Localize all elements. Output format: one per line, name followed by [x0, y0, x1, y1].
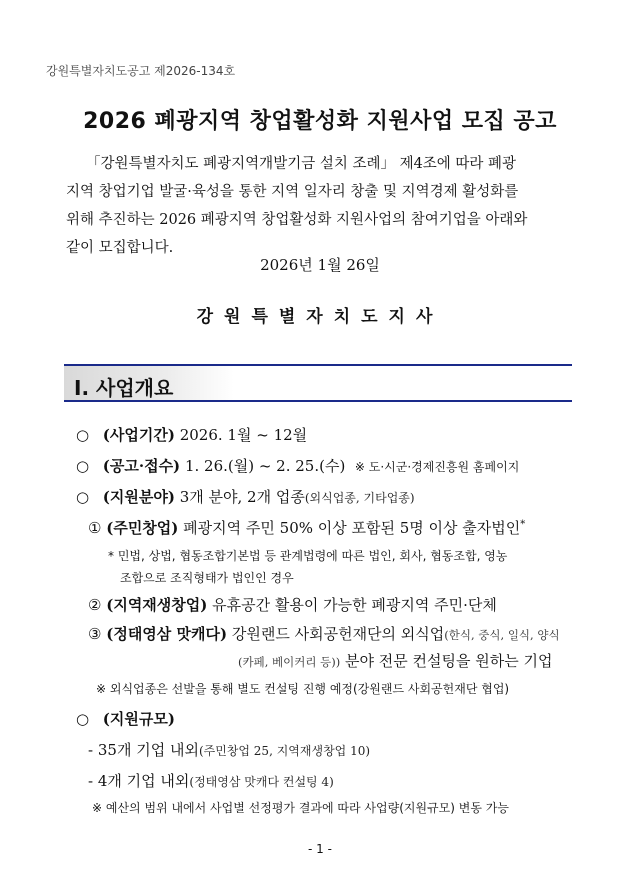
footnote-mark: *: [520, 519, 526, 530]
item-recruit: [76, 455, 519, 476]
field-note: 조합으로 조직형태가 법인인 경우: [120, 571, 294, 585]
page-number: - 1 -: [308, 842, 332, 856]
section-header: [64, 364, 572, 402]
item-scale: [76, 708, 175, 729]
field-paren: (한식, 중식, 일식, 양식: [444, 628, 560, 642]
field-regeneration: [88, 594, 497, 615]
field-text: 폐광지역 주민 50% 이상 포함된 5명 이상 출자법인: [183, 519, 521, 537]
item-paren: (외식업종, 기타업종): [304, 491, 415, 505]
dash: -: [88, 741, 94, 759]
bullet-circle: ○: [76, 457, 90, 475]
field-text: 분야 전문 컨설팅을 원하는 기업: [344, 652, 553, 670]
item-label: (사업기간): [102, 426, 175, 444]
scale-line: [88, 739, 370, 760]
item-fields: [76, 486, 415, 507]
dash: -: [88, 772, 94, 790]
bullet-circle: ○: [76, 426, 90, 444]
circled-number: ①: [88, 519, 102, 537]
bullet-circle: ○: [76, 488, 90, 506]
item-label: (지원분야): [102, 488, 175, 506]
field-resident: [88, 517, 525, 538]
field-paren: (카페, 베이커리 등)): [238, 655, 341, 669]
page-title: 2026 폐광지역 창업활성화 지원사업 모집 공고: [83, 109, 557, 134]
item-text: 3개 분야, 2개 업종: [179, 488, 305, 506]
scale-line: [88, 770, 334, 791]
section-title: Ⅰ. 사업개요: [74, 376, 174, 400]
intro-line: 지역 창업기업 발굴·육성을 통한 지역 일자리 창출 및 지역경제 활성화를: [66, 184, 519, 200]
intro-line: 위해 추진하는 2026 폐광지역 창업활성화 지원사업의 참여기업을 아래와: [66, 212, 528, 228]
circled-number: ②: [88, 596, 102, 614]
field-text: 유휴공간 활용이 가능한 폐광지역 주민·단체: [212, 596, 497, 614]
bullet-circle: ○: [76, 710, 90, 728]
scale-paren: (주민창업 25, 지역재생창업 10): [198, 744, 371, 758]
field-label: (정태영삼 맛캐다): [106, 625, 228, 643]
field-label: (주민창업): [106, 519, 179, 537]
publish-date: 2026년 1월 26일: [260, 256, 380, 274]
field-food-consulting-cont: [238, 650, 552, 671]
field-label: (지역재생창업): [106, 596, 208, 614]
item-period: [76, 424, 307, 445]
scale-paren: (정태영삼 맛캐다 컨설팅 4): [189, 775, 334, 789]
item-label: (지원규모): [102, 710, 175, 728]
circled-number: ③: [88, 625, 102, 643]
budget-note: ※ 예산의 범위 내에서 사업별 선정평가 결과에 따라 사업량(지원규모) 변동 가능: [92, 801, 509, 815]
issuer: 강원특별자치도지사: [196, 307, 444, 327]
field-note: * 민법, 상법, 협동조합기본법 등 관계법령에 따른 법인, 회사, 협동조합, 영농: [108, 549, 508, 563]
recruit-note: ※ 도·시군·경제진흥원 홈페이지: [354, 460, 520, 474]
scale-text: 4개 기업 내외: [97, 772, 190, 790]
item-text: 2026. 1월 ~ 12월: [179, 426, 308, 444]
field-food-consulting: [88, 623, 560, 644]
food-note: ※ 외식업종은 선발을 통해 별도 컨설팅 진행 예정(강원랜드 사회공헌재단 협업): [96, 682, 510, 696]
intro-line: 「강원특별자치도 폐광지역개발기금 설치 조례」 제4조에 따라 폐광: [86, 156, 517, 172]
intro-paragraph: [66, 150, 576, 262]
item-text: 1. 26.(월) ~ 2. 25.(수): [184, 457, 346, 475]
intro-line: 같이 모집합니다.: [66, 240, 174, 256]
item-label: (공고·접수): [102, 457, 181, 475]
notice-number: 강원특별자치도공고 제2026-134호: [46, 64, 236, 78]
field-text: 강원랜드 사회공헌재단의 외식업: [231, 625, 445, 643]
scale-text: 35개 기업 내외: [97, 741, 199, 759]
